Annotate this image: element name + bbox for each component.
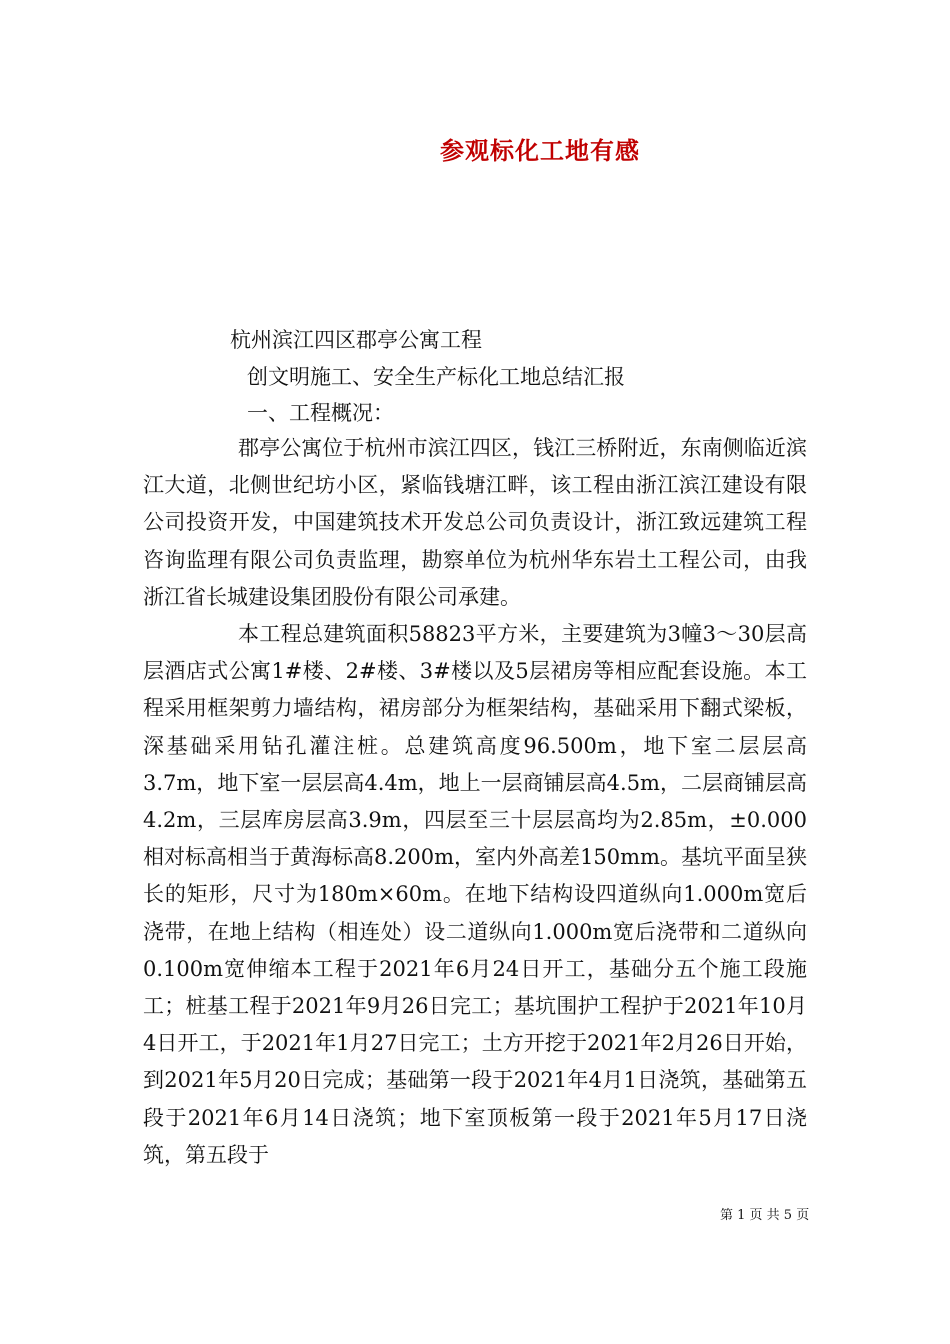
document-title: 参观标化工地有感 (440, 137, 640, 165)
section-heading: 一、工程概况： (247, 401, 394, 425)
report-title: 创文明施工、安全生产标化工地总结汇报 (247, 365, 625, 389)
page-number: 第 1 页 共 5 页 (720, 1208, 810, 1223)
paragraph: 郡亭公寓位于杭州市滨江四区，钱江三桥附近，东南侧临近滨江大道，北侧世纪坊小区，紧临钱塘江畔，该工程由浙江滨江建设有限公司投资开发，中国建筑技术开发总公司负责设计，浙江致远建筑工程咨询监理有限公司负责监理，勘察单位为杭州华东岩土工程公司，由我浙江省长城建设集团股份有限公司承建。 (143, 436, 807, 609)
document-body (143, 430, 807, 1174)
project-name: 杭州滨江四区郡亭公寓工程 (230, 328, 482, 352)
paragraph: 本工程总建筑面积58823平方米，主要建筑为3幢3～30层高层酒店式公寓1#楼、2#楼、3#楼以及5层裙房等相应配套设施。本工程采用框架剪力墙结构，裙房部分为框架结构，基础采用下翻式梁板，深基础采用钻孔灌注桩。总建筑高度96.500m，地下室二层层高3.7m，地下室一层层高4.4m，地上一层商铺层高4.5m，二层商铺层高4.2m，三层库房层高3.9m，四层至三十层层高均为2.85m，±0.000相对标高相当于黄海标高8.200m，室内外高差150mm。基坑平面呈狭长的矩形，尺寸为180m×60m。在地下结构设四道纵向1.000m宽后浇带，在地上结构（相连处）设二道纵向1.000m宽后浇带和二道纵向0.100m宽伸缩本工程于2021年6月24日开工，基础分五个施工段施工；桩基工程于2021年9月26日完工；基坑围护工程护于2021年10月4日开工，于2021年1月27日完工；土方开挖于2021年2月26日开始，到2021年5月20日完成；基础第一段于2021年4月1日浇筑，基础第五段于2021年6月14日浇筑；地下室顶板第一段于2021年5月17日浇筑，第五段于 (143, 622, 807, 1167)
